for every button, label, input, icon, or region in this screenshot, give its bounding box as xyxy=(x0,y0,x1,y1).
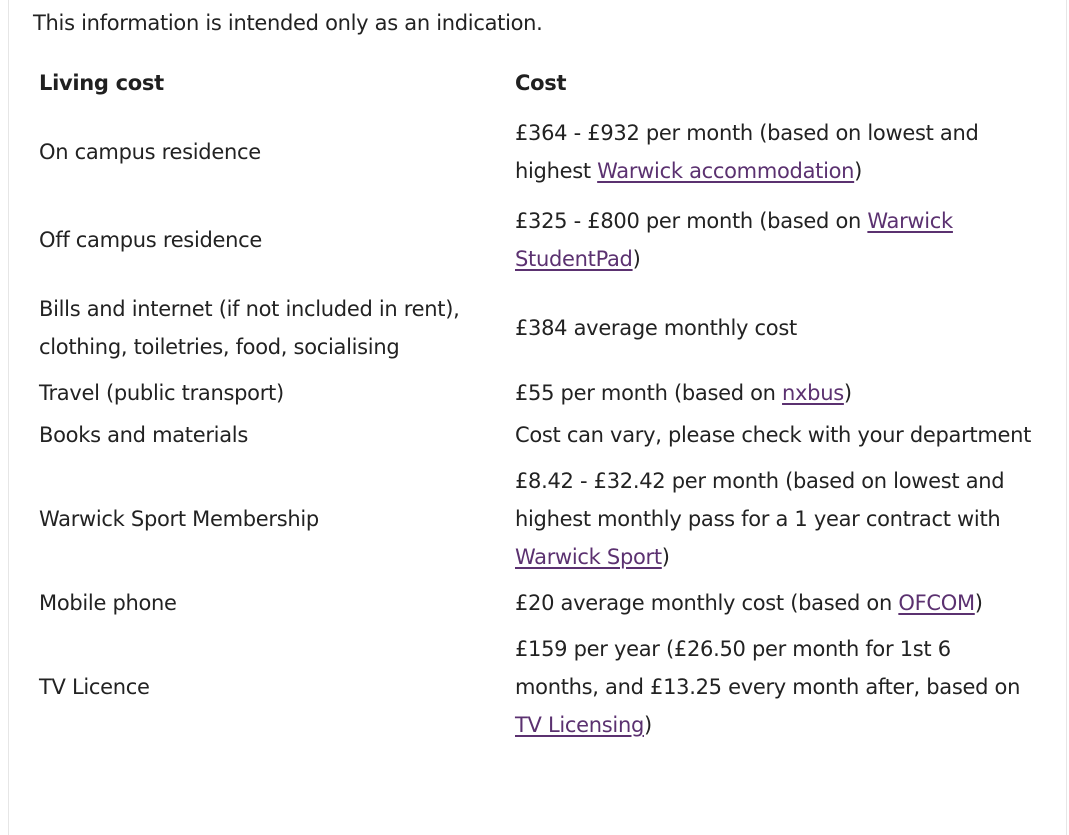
cost-text: £159 per year (£26.50 per month for 1st 6 months, and £13.25 every month after, based on xyxy=(515,637,1021,699)
nxbus-link[interactable]: nxbus xyxy=(782,381,844,405)
table-row xyxy=(31,456,1041,582)
row-cost xyxy=(507,582,1041,624)
table-row xyxy=(31,372,1041,414)
cost-text: £55 per month (based on xyxy=(515,381,783,405)
cost-text-end: ) xyxy=(644,713,652,737)
row-item: Travel (public transport) xyxy=(39,381,284,405)
row-item: On campus residence xyxy=(39,140,261,164)
table-row xyxy=(31,284,1041,372)
ofcom-link[interactable]: OFCOM xyxy=(898,591,975,615)
row-item: Bills and internet (if not included in rent), clothing, toiletries, food, socialising xyxy=(39,297,460,359)
row-item: Books and materials xyxy=(39,423,248,447)
row-cost xyxy=(507,624,1041,750)
cost-text: £364 - £932 per month (based on lowest and highest xyxy=(515,121,979,183)
warwick-accommodation-link[interactable]: Warwick accommodation xyxy=(597,159,855,183)
table-row xyxy=(31,624,1041,750)
row-cost xyxy=(507,456,1041,582)
cost-text-end: ) xyxy=(632,247,641,271)
row-cost: Cost can vary, please check with your department xyxy=(515,423,1032,447)
intro-text: This information is intended only as an indication. xyxy=(33,11,543,35)
cost-text-end: ) xyxy=(974,591,983,615)
cost-text-end: ) xyxy=(661,545,670,569)
table-row xyxy=(31,414,1041,456)
table-row xyxy=(31,108,1041,196)
cost-text: £325 - £800 per month (based on xyxy=(515,209,868,233)
row-item: Mobile phone xyxy=(39,591,177,615)
cost-text-end: ) xyxy=(843,381,852,405)
header-cost: Cost xyxy=(515,71,567,95)
row-cost xyxy=(507,196,1041,284)
table-row xyxy=(31,196,1041,284)
row-cost: £384 average monthly cost xyxy=(515,316,797,340)
content-panel xyxy=(8,0,1067,835)
header-living-cost: Living cost xyxy=(39,71,164,95)
warwick-sport-link[interactable]: Warwick Sport xyxy=(515,545,662,569)
cost-text: £8.42 - £32.42 per month (based on lowest and highest monthly pass for a 1 year contract with xyxy=(515,469,1005,531)
table-row xyxy=(31,582,1041,624)
tv-licensing-link[interactable]: TV Licensing xyxy=(515,713,644,737)
cost-text: £20 average monthly cost (based on xyxy=(515,591,899,615)
table-header-row xyxy=(31,60,1041,108)
row-item: TV Licence xyxy=(39,675,150,699)
row-cost xyxy=(507,372,1041,414)
row-cost xyxy=(507,108,1041,196)
living-costs-table xyxy=(31,60,1041,750)
row-item: Off campus residence xyxy=(39,228,263,252)
row-item: Warwick Sport Membership xyxy=(39,507,319,531)
warwick-studentpad-link[interactable]: Warwick StudentPad xyxy=(515,209,953,271)
cost-text-end: ) xyxy=(854,159,863,183)
